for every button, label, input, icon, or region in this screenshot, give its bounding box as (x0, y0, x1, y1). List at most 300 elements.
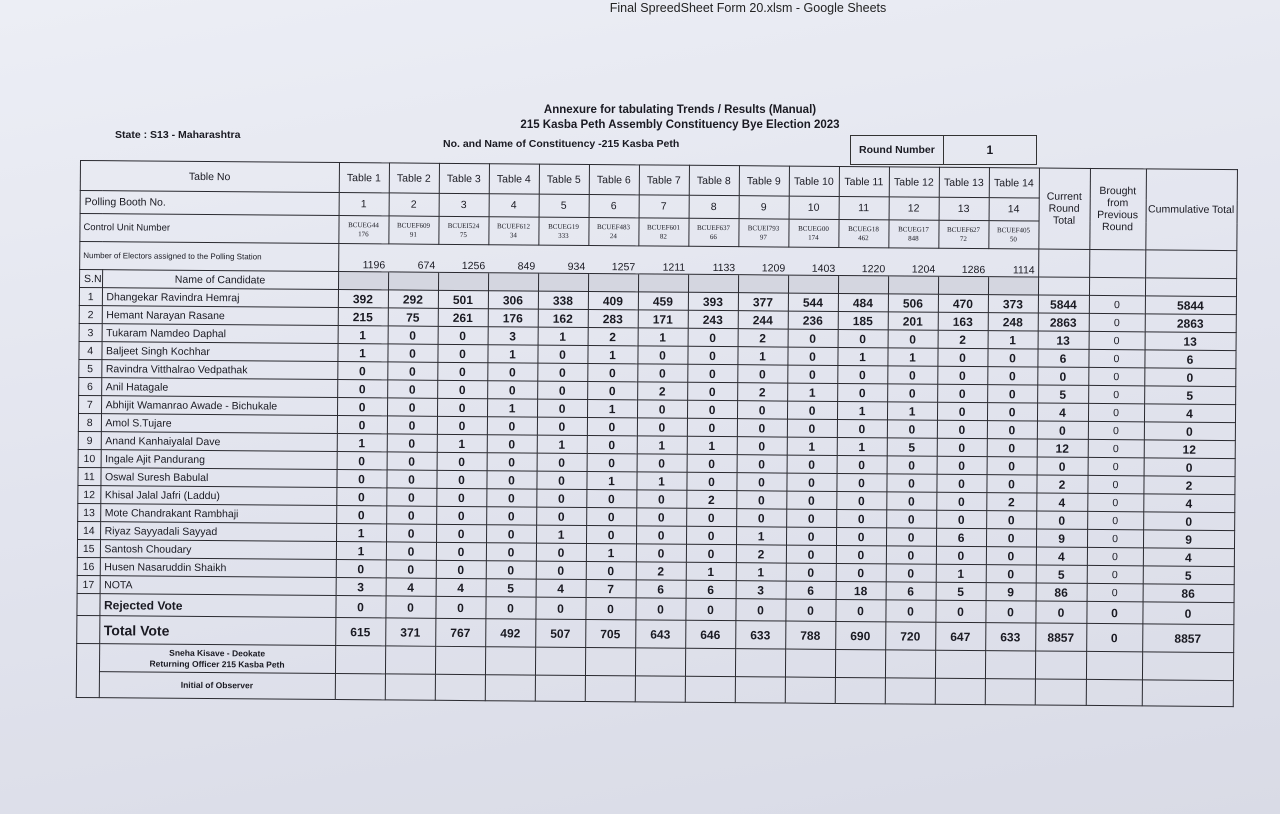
vote-count: 0 (636, 508, 686, 526)
vote-count: 1 (988, 331, 1038, 349)
candidate-name: Mote Chandrakant Rambhaji (100, 504, 336, 524)
signature-cell (785, 677, 835, 703)
vote-count: 162 (538, 309, 588, 327)
vote-count: 0 (437, 380, 487, 398)
cumulative-total: 0 (1144, 422, 1235, 441)
electors-count: 1209 (738, 247, 788, 275)
vote-count: 0 (487, 381, 537, 399)
serial-number: 10 (78, 449, 101, 467)
current-round-total-header: Current Round Total (1038, 168, 1090, 249)
rejected-count: 0 (335, 596, 385, 618)
vote-count: 0 (437, 398, 487, 416)
polling-booth-no: 5 (539, 194, 589, 217)
vote-count: 0 (887, 456, 937, 474)
brought-forward: 0 (1087, 493, 1143, 511)
rejected-cumulative-total: 0 (1142, 602, 1233, 625)
vote-count: 0 (487, 363, 537, 381)
control-unit-number (938, 220, 988, 248)
electors-count: 1133 (688, 246, 738, 274)
table-header: Table 6 (589, 164, 639, 194)
candidate-name: Anil Hatagale (101, 378, 337, 398)
vote-count: 0 (636, 490, 686, 508)
control-unit-number (738, 219, 788, 247)
signature-cell (385, 674, 435, 700)
total-count: 788 (785, 621, 835, 649)
vote-count: 4 (386, 578, 436, 596)
vote-count: 2 (736, 545, 786, 563)
table-header: Table 5 (539, 164, 589, 194)
current-round-total: 4 (1036, 547, 1087, 565)
vote-count: 0 (586, 525, 636, 543)
vote-count: 215 (338, 308, 388, 326)
electors-count: 1286 (938, 248, 988, 276)
vote-count: 0 (536, 489, 586, 507)
vote-count: 4 (436, 578, 486, 596)
polling-booth-no: 3 (439, 193, 489, 216)
rejected-count: 0 (835, 599, 885, 621)
brought-forward: 0 (1089, 331, 1145, 349)
control-unit-serial: 34 (509, 230, 517, 239)
vote-count: 0 (937, 384, 987, 402)
signature-cell (435, 646, 485, 674)
electors-count: 934 (538, 245, 588, 273)
vote-count: 0 (387, 416, 437, 434)
vote-count: 176 (488, 309, 538, 327)
candidate-name: Riyaz Sayyadali Sayyad (100, 522, 336, 542)
vote-count: 185 (838, 311, 888, 329)
cumulative-total: 5 (1144, 386, 1235, 405)
control-unit-number (988, 221, 1038, 249)
vote-count: 0 (386, 506, 436, 524)
vote-count: 5 (936, 582, 986, 600)
vote-count: 2 (686, 490, 736, 508)
vote-count: 0 (986, 547, 1036, 565)
vote-count: 1 (787, 383, 837, 401)
vote-count: 0 (637, 418, 687, 436)
vote-count: 0 (587, 417, 637, 435)
signature-cell (685, 648, 735, 676)
vote-count: 0 (337, 416, 387, 434)
vote-count: 0 (687, 364, 737, 382)
electors-count: 1220 (838, 247, 888, 275)
vote-count: 0 (436, 560, 486, 578)
vote-count: 0 (386, 470, 436, 488)
vote-count: 1 (587, 345, 637, 363)
blank-cell (538, 273, 588, 291)
polling-booth-no: 14 (989, 198, 1039, 221)
vote-count: 0 (586, 489, 636, 507)
vote-count: 0 (436, 542, 486, 560)
vote-count: 243 (688, 310, 738, 328)
vote-count: 1 (638, 328, 688, 346)
round-number-label: Round Number (859, 144, 935, 156)
total-cumulative-total: 8857 (1142, 624, 1233, 653)
signature-cell (385, 646, 435, 674)
vote-count: 0 (486, 471, 536, 489)
cumulative-total: 4 (1143, 494, 1234, 513)
electors-count: 1196 (338, 244, 388, 272)
table-no-header: Table No (80, 161, 339, 193)
vote-count: 0 (386, 560, 436, 578)
signature-cell (485, 675, 535, 701)
vote-count: 0 (838, 329, 888, 347)
vote-count: 0 (737, 401, 787, 419)
control-unit-id: BCUEG00 (798, 224, 829, 233)
vote-count: 0 (987, 349, 1037, 367)
control-unit-id: BCUEF601 (646, 222, 681, 232)
cumulative-total: 13 (1145, 332, 1236, 351)
vote-count: 1 (538, 327, 588, 345)
vote-count: 2 (737, 383, 787, 401)
blank-cell (1089, 249, 1145, 277)
cumulative-total: 6 (1144, 350, 1235, 369)
vote-count: 338 (538, 291, 588, 309)
total-count: 507 (535, 619, 585, 647)
vote-count: 2 (986, 493, 1036, 511)
signature-cell (935, 678, 985, 704)
vote-count: 392 (338, 290, 388, 308)
vote-count: 0 (637, 454, 687, 472)
vote-count: 0 (986, 511, 1036, 529)
polling-booth-no: 11 (839, 196, 889, 219)
vote-count: 0 (886, 564, 936, 582)
vote-count: 1 (887, 402, 937, 420)
vote-count: 0 (737, 419, 787, 437)
cumulative-total: 2863 (1145, 314, 1236, 333)
brought-forward: 0 (1087, 475, 1143, 493)
vote-count: 0 (487, 417, 537, 435)
rejected-count: 0 (685, 598, 735, 620)
vote-count: 0 (336, 470, 386, 488)
signature-cell (735, 677, 785, 703)
control-unit-serial: 66 (709, 232, 717, 241)
vote-count: 0 (637, 364, 687, 382)
blank-cell (438, 272, 488, 290)
vote-count: 248 (988, 313, 1038, 331)
signature-cell (785, 649, 835, 677)
cumulative-total: 0 (1144, 458, 1235, 477)
results-table (76, 160, 1238, 707)
electors-count: 1256 (438, 244, 488, 272)
vote-count: 0 (386, 542, 436, 560)
candidate-name: Amol S.Tujare (101, 414, 337, 434)
observer-label: Initial of Observer (99, 672, 335, 700)
vote-count: 0 (386, 524, 436, 542)
constituency-label: No. and Name of Constituency -215 Kasba Peth (443, 138, 680, 150)
vote-count: 0 (486, 561, 536, 579)
vote-count: 470 (938, 294, 988, 312)
electors-count: 1211 (638, 246, 688, 274)
electors-count: 1403 (788, 247, 838, 275)
vote-count: 261 (438, 308, 488, 326)
vote-count: 0 (836, 491, 886, 509)
vote-count: 0 (788, 329, 838, 347)
cumulative-total: 2 (1143, 476, 1234, 495)
vote-count: 0 (536, 561, 586, 579)
blank-cell (1145, 250, 1236, 279)
total-label: Total Vote (99, 616, 335, 646)
serial-number: 14 (78, 521, 101, 539)
vote-count: 409 (588, 291, 638, 309)
vote-count: 6 (936, 528, 986, 546)
signature-cell (585, 647, 635, 675)
vote-count: 0 (637, 400, 687, 418)
vote-count: 0 (687, 400, 737, 418)
brought-forward: 0 (1088, 403, 1144, 421)
vote-count: 0 (688, 328, 738, 346)
signature-cell (335, 646, 385, 674)
control-unit-number (588, 217, 638, 245)
vote-count: 18 (836, 581, 886, 599)
vote-count: 75 (388, 308, 438, 326)
signature-cell (585, 675, 635, 701)
vote-count: 0 (736, 509, 786, 527)
serial-number: 16 (77, 557, 100, 575)
sn-header: S.N (79, 270, 102, 288)
vote-count: 0 (436, 524, 486, 542)
control-unit-number (838, 219, 888, 247)
control-unit-number (688, 218, 738, 246)
control-unit-id: BCUEF637 (696, 223, 731, 232)
table-header: Table 9 (739, 166, 789, 196)
blank-cell (76, 643, 99, 697)
control-unit-id: BCUEG19 (548, 222, 579, 231)
document-title: Final SpreedSheet Form 20.xlsm - Google Sheets (609, 1, 887, 15)
election-title: 215 Kasba Peth Assembly Constituency Bye Election 2023 (520, 119, 840, 131)
vote-count: 0 (987, 457, 1037, 475)
vote-count: 0 (586, 561, 636, 579)
control-unit-id: BCUEF483 (596, 222, 631, 231)
electors-count: 1257 (588, 245, 638, 273)
vote-count: 2 (938, 330, 988, 348)
total-count: 646 (685, 620, 735, 648)
polling-booth-no: 6 (589, 194, 639, 217)
table-header: Table 1 (339, 163, 389, 193)
vote-count: 0 (687, 418, 737, 436)
blank-cell (338, 272, 388, 290)
vote-count: 0 (537, 363, 587, 381)
rejected-count: 0 (435, 596, 485, 618)
blank-cell (838, 275, 888, 293)
polling-booth-no: 4 (489, 194, 539, 217)
signature-cell (1142, 652, 1233, 681)
vote-count: 0 (487, 453, 537, 471)
vote-count: 0 (736, 491, 786, 509)
candidate-name: Ravindra Vitthalrao Vedpathak (101, 360, 337, 380)
vote-count: 0 (837, 383, 887, 401)
blank-cell (1145, 278, 1236, 297)
total-count: 647 (935, 622, 985, 650)
vote-count: 3 (488, 327, 538, 345)
vote-count: 0 (387, 362, 437, 380)
cumulative-total: 4 (1143, 548, 1234, 567)
vote-count: 0 (987, 439, 1037, 457)
vote-count: 0 (787, 365, 837, 383)
control-unit-id: BCUEI524 (447, 221, 480, 230)
vote-count: 0 (537, 345, 587, 363)
vote-count: 1 (337, 344, 387, 362)
serial-number: 13 (78, 503, 101, 521)
vote-count: 2 (588, 327, 638, 345)
vote-count: 1 (337, 434, 387, 452)
blank-cell (988, 277, 1038, 295)
current-round-total: 13 (1038, 331, 1089, 349)
serial-number: 7 (79, 395, 102, 413)
vote-count: 0 (686, 508, 736, 526)
control-unit-serial: 462 (858, 233, 869, 242)
control-unit-number (488, 217, 538, 245)
cumulative-total: 5 (1143, 566, 1234, 585)
vote-count: 5 (887, 438, 937, 456)
control-unit-serial: 333 (558, 231, 569, 240)
vote-count: 0 (886, 528, 936, 546)
blank-cell (488, 273, 538, 291)
current-round-total: 4 (1037, 403, 1088, 421)
rejected-count: 0 (385, 596, 435, 618)
vote-count: 0 (687, 454, 737, 472)
vote-count: 0 (436, 470, 486, 488)
current-round-total: 6 (1037, 349, 1088, 367)
vote-count: 0 (987, 385, 1037, 403)
control-unit-number (338, 216, 388, 244)
vote-count: 0 (787, 347, 837, 365)
vote-count: 6 (886, 582, 936, 600)
signature-cell (335, 674, 385, 700)
vote-count: 0 (937, 420, 987, 438)
current-round-total: 5844 (1038, 295, 1089, 313)
table-header: Table 13 (939, 167, 989, 197)
cumulative-total: 4 (1144, 404, 1235, 423)
vote-count: 1 (837, 437, 887, 455)
total-count: 615 (335, 618, 385, 646)
table-header: Table 3 (439, 163, 489, 193)
rejected-count: 0 (635, 598, 685, 620)
signature-cell (635, 648, 685, 676)
vote-count: 1 (487, 399, 537, 417)
vote-count: 0 (337, 452, 387, 470)
vote-count: 0 (887, 366, 937, 384)
vote-count: 0 (936, 474, 986, 492)
vote-count: 244 (738, 311, 788, 329)
brought-forward: 0 (1088, 385, 1144, 403)
brought-forward: 0 (1088, 367, 1144, 385)
vote-count: 0 (887, 384, 937, 402)
candidate-name: Anand Kanhaiyalal Dave (101, 432, 337, 452)
rejected-count: 0 (485, 597, 535, 619)
rejected-count: 0 (735, 599, 785, 621)
vote-count: 0 (986, 565, 1036, 583)
control-unit-number (788, 219, 838, 247)
vote-count: 236 (788, 311, 838, 329)
vote-count: 0 (636, 544, 686, 562)
control-unit-serial: 24 (609, 231, 617, 240)
vote-count: 1 (837, 347, 887, 365)
vote-count: 506 (888, 294, 938, 312)
control-unit-header: Control Unit Number (80, 214, 339, 244)
blank-cell (388, 272, 438, 290)
vote-count: 0 (586, 507, 636, 525)
polling-booth-no: 12 (889, 197, 939, 220)
candidate-name: Oswal Suresh Babulal (100, 468, 336, 488)
control-unit-id: BCUEF609 (396, 220, 431, 230)
table-header: Table 10 (789, 166, 839, 196)
polling-booth-no: 8 (689, 195, 739, 218)
blank-cell (77, 615, 100, 643)
current-round-total: 12 (1037, 439, 1088, 457)
brought-forward: 0 (1088, 349, 1144, 367)
vote-count: 0 (388, 326, 438, 344)
brought-forward: 0 (1088, 457, 1144, 475)
vote-count: 1 (736, 563, 786, 581)
vote-count: 3 (736, 581, 786, 599)
vote-count: 292 (388, 290, 438, 308)
vote-count: 6 (686, 580, 736, 598)
vote-count: 0 (837, 419, 887, 437)
vote-count: 0 (336, 560, 386, 578)
serial-number: 4 (79, 341, 102, 359)
vote-count: 0 (687, 382, 737, 400)
control-unit-id: BCUEG17 (898, 224, 929, 234)
vote-count: 163 (938, 312, 988, 330)
vote-count: 0 (387, 452, 437, 470)
control-unit-id: BCUEG18 (848, 224, 879, 233)
serial-number: 15 (77, 539, 100, 557)
vote-count: 1 (637, 436, 687, 454)
signature-cell (535, 647, 585, 675)
vote-count: 0 (587, 381, 637, 399)
vote-count: 0 (486, 543, 536, 561)
vote-count: 0 (537, 417, 587, 435)
vote-count: 306 (488, 291, 538, 309)
total-count: 633 (985, 623, 1035, 651)
vote-count: 0 (737, 437, 787, 455)
vote-count: 3 (336, 578, 386, 596)
round-number-value: 1 (943, 136, 1036, 164)
total-count: 492 (485, 619, 535, 647)
candidate-name: Tukaram Namdeo Daphal (102, 324, 338, 344)
brought-forward: 0 (1089, 295, 1145, 313)
cumulative-total: 9 (1143, 530, 1234, 549)
vote-count: 171 (638, 310, 688, 328)
signature-cell (835, 677, 885, 703)
blank-cell (588, 273, 638, 291)
vote-count: 0 (387, 434, 437, 452)
vote-count: 0 (936, 546, 986, 564)
vote-count: 1 (736, 527, 786, 545)
vote-count: 0 (587, 453, 637, 471)
vote-count: 1 (536, 525, 586, 543)
table-header: Table 11 (839, 166, 889, 196)
total-count: 643 (635, 620, 685, 648)
candidate-name-header: Name of Candidate (102, 270, 338, 290)
signature-cell (1086, 679, 1142, 705)
vote-count: 0 (486, 507, 536, 525)
returning-officer-cell (99, 644, 335, 674)
vote-count: 0 (786, 491, 836, 509)
serial-number: 17 (77, 575, 100, 593)
control-unit-id: BCUEF612 (496, 221, 531, 231)
signature-cell (1142, 680, 1233, 707)
returning-officer-title: Returning Officer 215 Kasba Peth (149, 658, 285, 670)
vote-count: 0 (387, 398, 437, 416)
polling-booth-no: 2 (389, 193, 439, 216)
vote-count: 0 (937, 348, 987, 366)
total-brought-forward: 0 (1086, 623, 1142, 651)
blank-cell (77, 593, 100, 615)
rejected-count: 0 (785, 599, 835, 621)
brought-forward: 0 (1088, 421, 1144, 439)
cumulative-total: 0 (1144, 368, 1235, 387)
